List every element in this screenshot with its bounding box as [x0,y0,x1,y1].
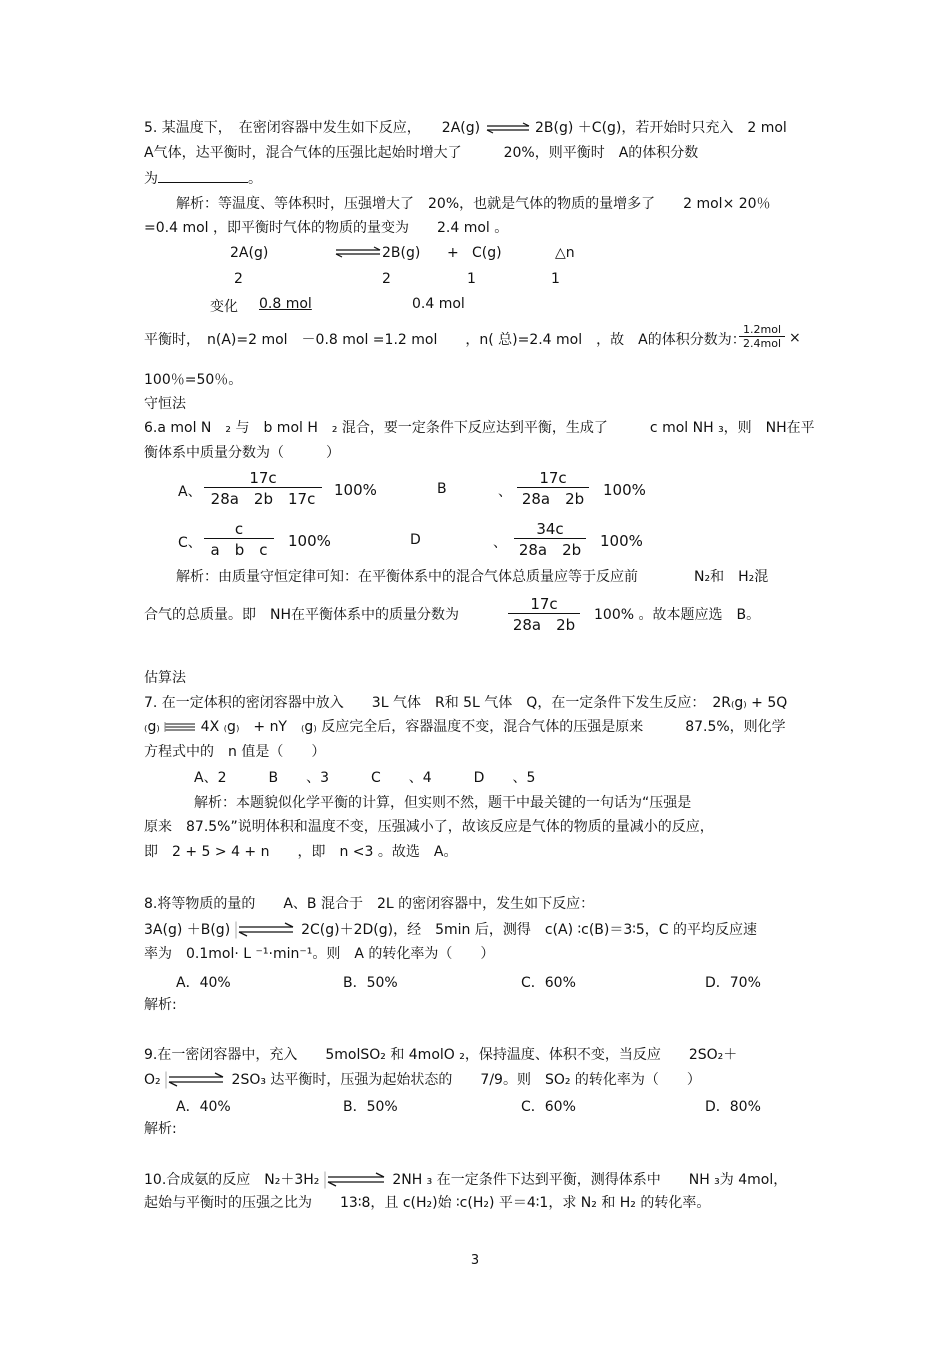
q5-fraction [739,323,785,350]
equilibrium-arrow-icon [164,721,196,733]
q5-analysis1: 解析：等温度、等体积时，压强增大了 20%，也就是气体的物质的量增多了 2 mol× 20％ [176,196,771,212]
q9-option-c: C．60% [521,1099,576,1115]
q8-analysis: 解析: [144,997,177,1013]
q6-option-d-fraction [514,520,586,560]
q7-line2-b: 4X ₍g₎ + nY ₍g₎ 反应完全后，容器温度不变，混合气体的压强是原来 87.5%，则化学 [200,719,786,735]
answer-blank [158,168,248,183]
equilibrium-arrow-icon [334,246,382,262]
fraction-denominator: 28a 2b [521,490,585,508]
fraction-denominator: 28a 2b [512,616,576,634]
q5-coef-2b: 2 [382,271,391,287]
q5-table-dn: △n [555,245,575,261]
q8-option-a: A．40% [176,975,231,991]
q6-line2: 衡体系中质量分数为（ ） [144,445,340,461]
q6-analysis2a: 合气的总质量。即 NH在平衡体系中的质量分数为 [144,607,459,623]
equilibrium-arrow-icon [485,122,531,134]
q6-analysis-fraction [508,595,580,635]
q6-option-b-fraction [517,469,589,509]
q9-line1: 9.在一密闭容器中，充入 5molSO₂ 和 4molO ₂，保持温度、体积不变，当反应 2SO₂＋ [144,1047,738,1063]
q6-option-c-percent: 100% [288,532,331,550]
page-number: 3 [470,1253,480,1268]
q8-line2 [144,920,757,940]
q6-option-a-label: A、 [178,484,202,500]
q5-result: 100％=50％。 [144,372,243,388]
q5-line3-a: 为 [144,171,158,187]
q6-option-c-fraction [204,520,274,560]
q9-option-d: D．80% [705,1099,761,1115]
q5-analysis2: =0.4 mol ，即平衡时气体的物质的量变为 2.4 mol 。 [144,220,509,236]
times-sign: × [789,330,801,346]
fraction-numerator: 1.2mol [743,323,781,336]
q5-change-a: 0.8 mol [259,296,312,312]
q7-line3: 方程式中的 n 值是（ ） [144,744,326,760]
q9-line2-b: 2SO₃ 达平衡时，压强为起始状态的 7/9。则 SO₂ 的转化率为（ ） [231,1072,701,1088]
q10-line1-b: 2NH ₃ 在一定条件下达到平衡，测得体系中 NH ₃为 4mol， [392,1172,788,1188]
q8-line1: 8.将等物质的量的 A、B 混合于 2L 的密闭容器中，发生如下反应： [144,896,595,912]
q6-analysis1: 解析：由质量守恒定律可知：在平衡体系中的混合气体总质量应等于反应前 N₂和 H₂混 [176,569,769,585]
fraction-denominator: a b c [210,541,268,559]
q6-analysis2b: 100% 。故本题应选 B。 [594,607,761,623]
q8-option-c: C．60% [521,975,576,991]
q7-line2 [144,717,786,737]
q7-analysis3: 即 2 + 5 > 4 + n ，即 n <3 。故选 A。 [144,844,458,860]
q7-analysis2: 原来 87.5%”说明体积和温度不变，压强减小了，故该反应是气体的物质的量减小的反应， [144,819,714,835]
q6-line1: 6.a mol N ₂ 与 b mol H ₂ 混合，要一定条件下反应达到平衡，生成了 c mol NH ₃，则 NH在平 [144,420,815,436]
q5-equilibrium-line: 平衡时， n(A)=2 mol －0.8 mol =1.2 mol ，n( 总)=2.4 mol ，故 A的体积分数为： [144,332,746,348]
q5-table-2a: 2A(g) [230,245,269,261]
q9-line2 [144,1070,701,1090]
fraction-numerator: 17c [249,469,277,487]
q5-change-label: 变化 [210,299,238,315]
q6-option-a-fraction [204,469,322,509]
q8-option-b: B．50% [343,975,398,991]
equilibrium-arrow-icon [324,1171,388,1189]
equilibrium-arrow-icon [235,921,297,939]
fraction-numerator: 17c [530,595,558,613]
q5-coef-1: 1 [467,271,476,287]
q9-option-b: B．50% [343,1099,398,1115]
fraction-denominator: 28a 2b [518,541,582,559]
q7-analysis1: 解析：本题貌似化学平衡的计算，但实则不然，题干中最关键的一句话为“压强是 [194,795,692,811]
q5-line1-b: 2B(g) ＋C(g)，若开始时只充入 2 mol [535,120,787,136]
q6-option-d-sep: 、 [493,535,507,551]
q5-table-plus: + [447,245,459,261]
section-heading-estimation: 估算法 [144,670,186,686]
q6-option-d-label: D [410,532,421,548]
q5-line3 [144,168,262,189]
fraction-numerator: 34c [536,520,564,538]
q6-option-d-percent: 100% [600,532,643,550]
q5-table-2b: 2B(g) [382,245,421,261]
q6-option-b-label: B [437,481,447,497]
q8-line3: 率为 0.1mol· L ⁻¹·min⁻¹。则 A 的转化率为（ ） [144,946,495,962]
q10-line1-a: 10.合成氨的反应 N₂＋3H₂ [144,1172,320,1188]
q7-line2-a: ₍g₎ [144,719,160,735]
q8-option-d: D．70% [705,975,761,991]
q10-line1 [144,1170,787,1190]
q5-line1-a: 5. 某温度下， 在密闭容器中发生如下反应， 2A(g) [144,120,481,136]
q8-line2-b: 2C(g)＋2D(g)，经 5min 后，测得 c(A) ∶c(B)＝3∶5，C 的平均反应速 [301,922,758,938]
q9-line2-a: O₂ [144,1072,161,1088]
q5-table-c: C(g) [472,245,502,261]
q6-option-a-percent: 100% [334,481,377,499]
q5-coef-2a: 2 [234,271,243,287]
q5-change-b: 0.4 mol [412,296,465,312]
fraction-numerator: c [234,520,244,538]
fraction-numerator: 17c [539,469,567,487]
equilibrium-arrow-icon [165,1071,227,1089]
q8-line2-a: 3A(g) ＋B(g) [144,922,231,938]
q9-option-a: A．40% [176,1099,231,1115]
q5-line2: A气体，达平衡时，混合气体的压强比起始时增大了 20%，则平衡时 A的体积分数 [144,145,699,161]
q9-analysis: 解析: [144,1121,177,1137]
q5-line3-b: 。 [248,171,262,187]
q5-line1 [144,118,787,138]
q10-line2: 起始与平衡时的压强之比为 13∶8，且 c(H₂)始 ∶c(H₂) 平＝4∶1，求 N₂ 和 H₂ 的转化率。 [144,1195,711,1211]
q5-coef-1b: 1 [551,271,560,287]
q6-option-b-percent: 100% [603,481,646,499]
fraction-denominator: 2.4mol [743,337,781,350]
q7-options: A、2 B 、3 C 、4 D 、5 [194,770,536,786]
fraction-denominator: 28a 2b 17c [210,490,316,508]
q6-option-c-label: C、 [178,535,202,551]
section-heading-conservation: 守恒法 [144,396,186,412]
q7-line1: 7. 在一定体积的密闭容器中放入 3L 气体 R和 5L 气体 Q，在一定条件下发生反应： 2R₍g₎ + 5Q [144,695,788,711]
q6-option-b-sep: 、 [498,484,512,500]
